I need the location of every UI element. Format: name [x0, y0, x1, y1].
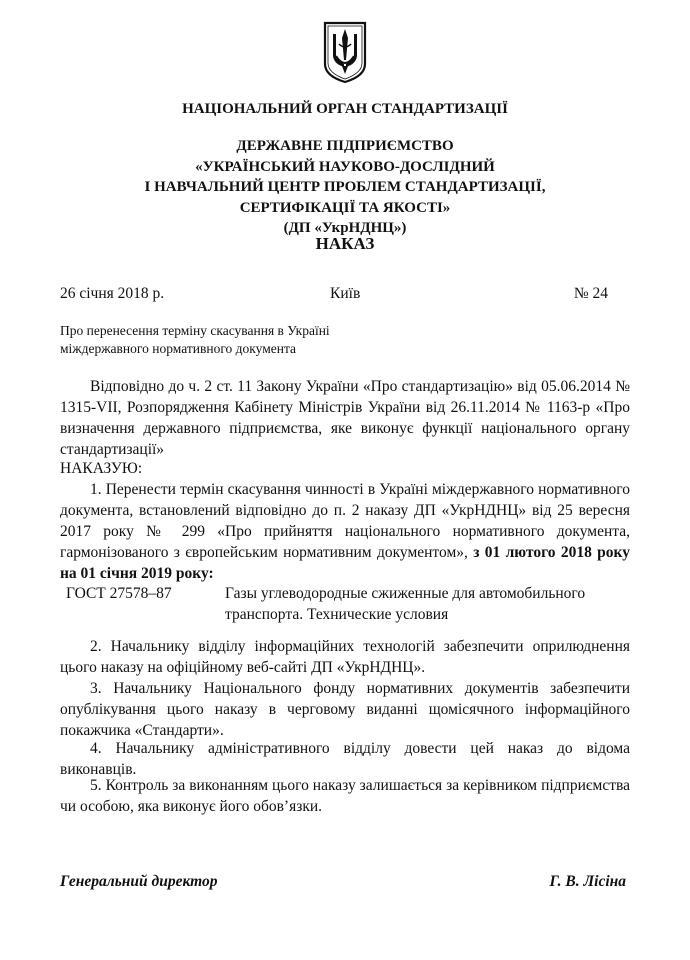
- subject-line: Про перенесення терміну скасування в Україні: [60, 323, 330, 338]
- subject-line: міждержавного нормативного документа: [60, 341, 297, 356]
- item-3-paragraph: 3. Начальнику Національного фонду нормативних документів забезпечити опублікування цього наказу в черговому виданні щомісячного інформаційного покажчика «Стандарти».: [60, 680, 630, 739]
- item-1-paragraph: [60, 479, 630, 584]
- enterprise-line: ДЕРЖАВНЕ ПІДПРИЄМСТВО: [236, 138, 454, 154]
- item-1-bold-dates: з 01 лютого 2018 року на 01 січня 2019 року:: [60, 544, 630, 582]
- enterprise-line: СЕРТИФІКАЦІЇ ТА ЯКОСТІ»: [239, 199, 451, 216]
- document-subject: [60, 322, 400, 358]
- document-city: Київ: [330, 285, 361, 302]
- item-4-paragraph: 4. Начальнику адміністративного відділу довести цей наказ до відома виконавців.: [60, 740, 630, 778]
- gost-code: ГОСТ 27578–87: [66, 585, 172, 602]
- trident-coat-of-arms-icon: [322, 20, 368, 84]
- enterprise-line: І НАВЧАЛЬНИЙ ЦЕНТР ПРОБЛЕМ СТАНДАРТИЗАЦІЇ,: [144, 179, 546, 195]
- document-meta-row: [60, 283, 608, 305]
- enterprise-line: (ДП «УкрНДНЦ»): [283, 220, 407, 236]
- signatory-name: Г. В. Лісіна: [549, 873, 626, 890]
- enterprise-line: «УКРАЇНСЬКИЙ НАУКОВО-ДОСЛІДНИЙ: [195, 158, 495, 175]
- item-1-text: 1. Перенести термін скасування чинності в Україні міждержавного нормативного документа, встановлений відповідно до п. 2 наказу ДП «УкрНДНЦ» від 25 вересня 2017 року № 299 «Про прийняття національного нормативного документа, гармонізованого з європейським нормативним документом»,: [60, 481, 630, 561]
- document-title: НАКАЗ: [315, 234, 375, 253]
- signatory-position: Генеральний директор: [60, 873, 218, 890]
- item-5-paragraph: 5. Контроль за виконанням цього наказу залишається за керівником підприємства чи особою, яка виконує його обов’язки.: [60, 777, 630, 815]
- organization-name: НАЦІОНАЛЬНИЙ ОРГАН СТАНДАРТИЗАЦІЇ: [182, 101, 508, 117]
- document-date: 26 січня 2018 р.: [60, 285, 165, 302]
- document-number: № 24: [573, 285, 608, 302]
- order-word: НАКАЗУЮ:: [60, 460, 143, 477]
- enterprise-name: [40, 136, 650, 239]
- item-2-paragraph: 2. Начальнику відділу інформаційних технологій забезпечити оприлюднення цього наказу на офіційному веб-сайті ДП «УкрНДНЦ».: [60, 638, 630, 676]
- gost-name: Газы углеводородные сжиженные для автомобильного транспорта. Технические условия: [225, 585, 586, 623]
- intro-paragraph: Відповідно до ч. 2 ст. 11 Закону України «Про стандартизацію» від 05.06.2014 № 1315-VII, Розпорядження Кабінету Міністрів України від 26.11.2014 № 1163-р «Про визначення державного підприємства, яке виконує функції національного органу стандартизації»: [60, 378, 630, 458]
